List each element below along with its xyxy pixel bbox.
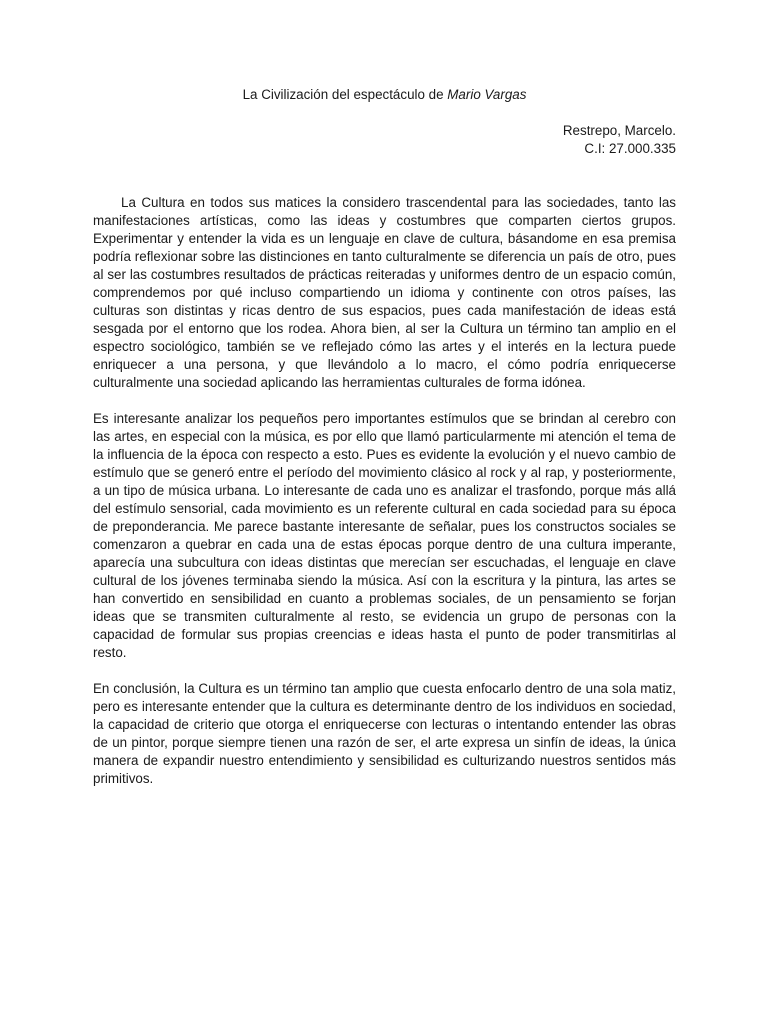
essay-body [93,194,676,788]
paragraph-3: En conclusión, la Cultura es un término tan amplio que cuesta enfocarlo dentro de una sola matiz, pero es interesante entender que la cultura es determinante dentro de los individuos en sociedad, la capacidad de criterio que otorga el enriquecerse con lecturas o intentando entender las obras de un pintor, porque siempre tienen una razón de ser, el arte expresa un sinfín de ideas, la única manera de expandir nuestro entendimiento y sensibilidad es culturizando nuestros sentidos más primitivos. [93,681,676,786]
title-text: La Civilización del espectáculo de [242,87,448,102]
paragraph-2: Es interesante analizar los pequeños pero importantes estímulos que se brindan al cerebro con las artes, en especial con la música, es por ello que llamó particularmente mi atención el tema de la influencia de la época con respecto a esto. Pues es evidente la evolución y el nuevo cambio de estímulo que se generó entre el período del movimiento clásico al rock y al rap, y posteriormente, a un tipo de música urbana. Lo interesante de cada uno es analizar el trasfondo, porque más allá del estímulo sensorial, cada movimiento es un referente cultural en cada sociedad para su época de preponderancia. Me parece bastante interesante de señalar, pues los constructos sociales se comenzaron a quebrar en cada una de estas épocas porque dentro de una cultura imperante, aparecía una subcultura con ideas distintas que merecían ser escuchadas, el lenguaje en clave cultural de los jóvenes terminaba siendo la música. Así con la escritura y la pintura, las artes se han convertido en sensibilidad en cuanto a problemas sociales, de un pensamiento se forjan ideas que se transmiten culturalmente al resto, se evidencia un grupo de personas con la capacidad de formular sus propias creencias e ideas hasta el punto de poder transmitirlas al resto. [93,411,676,660]
document-page [93,86,676,806]
paragraph-1: La Cultura en todos sus matices la considero trascendental para las sociedades, tanto las manifestaciones artísticas, como las ideas y costumbres que comparten ciertos grupos. Experimentar y entender la vida es un lenguaje en clave de cultura, básandome en esa premisa podría reflexionar sobre las distinciones en tanto culturalmente se diferencia un país de otro, pues al ser las costumbres resultados de prácticas reiteradas y uniformes dentro de un espacio común, comprendemos por qué incluso compartiendo un idioma y continente con otros países, las culturas son distintas y ricas dentro de sus espacios, pues cada manifestación de ideas está sesgada por el entorno que los rodea. Ahora bien, al ser la Cultura un término tan amplio en el espectro sociológico, también se ve reflejado cómo las artes y el interés en la lectura puede enriquecer a una persona, y que llevándolo a lo macro, el cómo podría enriquecerse culturalmente una sociedad aplicando las herramientas culturales de forma idónea. [93,195,676,390]
title-author: Mario Vargas [447,87,527,102]
document-title [93,86,676,104]
author-name: Restrepo, Marcelo. [562,123,676,138]
author-block [93,122,676,158]
author-id: C.I: 27.000.335 [584,141,676,156]
